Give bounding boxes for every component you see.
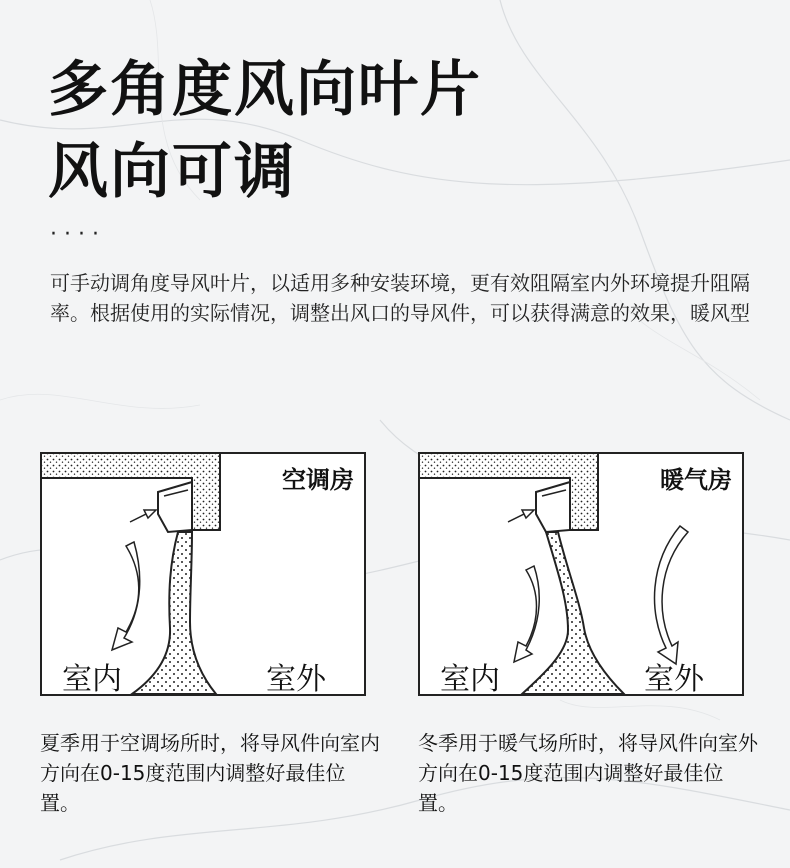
ac-indoor-label: 室内 (62, 662, 122, 697)
air-curtain-unit (158, 482, 192, 532)
heating-outdoor-label: 室外 (644, 662, 704, 697)
decorative-dots: ···· (50, 222, 106, 247)
ac-caption: 夏季用于空调场所时，将导风件向室内方向在0-15度范围内调整好最佳位置。 (40, 731, 380, 815)
title-line-2: 风向可调 (48, 137, 296, 207)
heating-caption: 冬季用于暖气场所时，将导风件向室外方向在0-15度范围内调整好最佳位置。 (418, 731, 758, 815)
title-line-1: 多角度风向叶片 (48, 55, 482, 125)
heating-room-title: 暖气房 (660, 466, 732, 494)
heating-indoor-label: 室内 (440, 662, 500, 697)
ac-room-title: 空调房 (282, 466, 354, 494)
heating-room-diagram (418, 452, 744, 696)
ac-outdoor-label: 室外 (266, 662, 326, 697)
ac-room-diagram (40, 452, 366, 696)
air-curtain-unit (536, 482, 570, 532)
description-text: 可手动调角度导风叶片，以适用多种安装环境，更有效阻隔室内外环境提升阻隔率。根据使用的实际情况，调整出风口的导风件，可以获得满意的效果，暖风型 (50, 271, 750, 325)
